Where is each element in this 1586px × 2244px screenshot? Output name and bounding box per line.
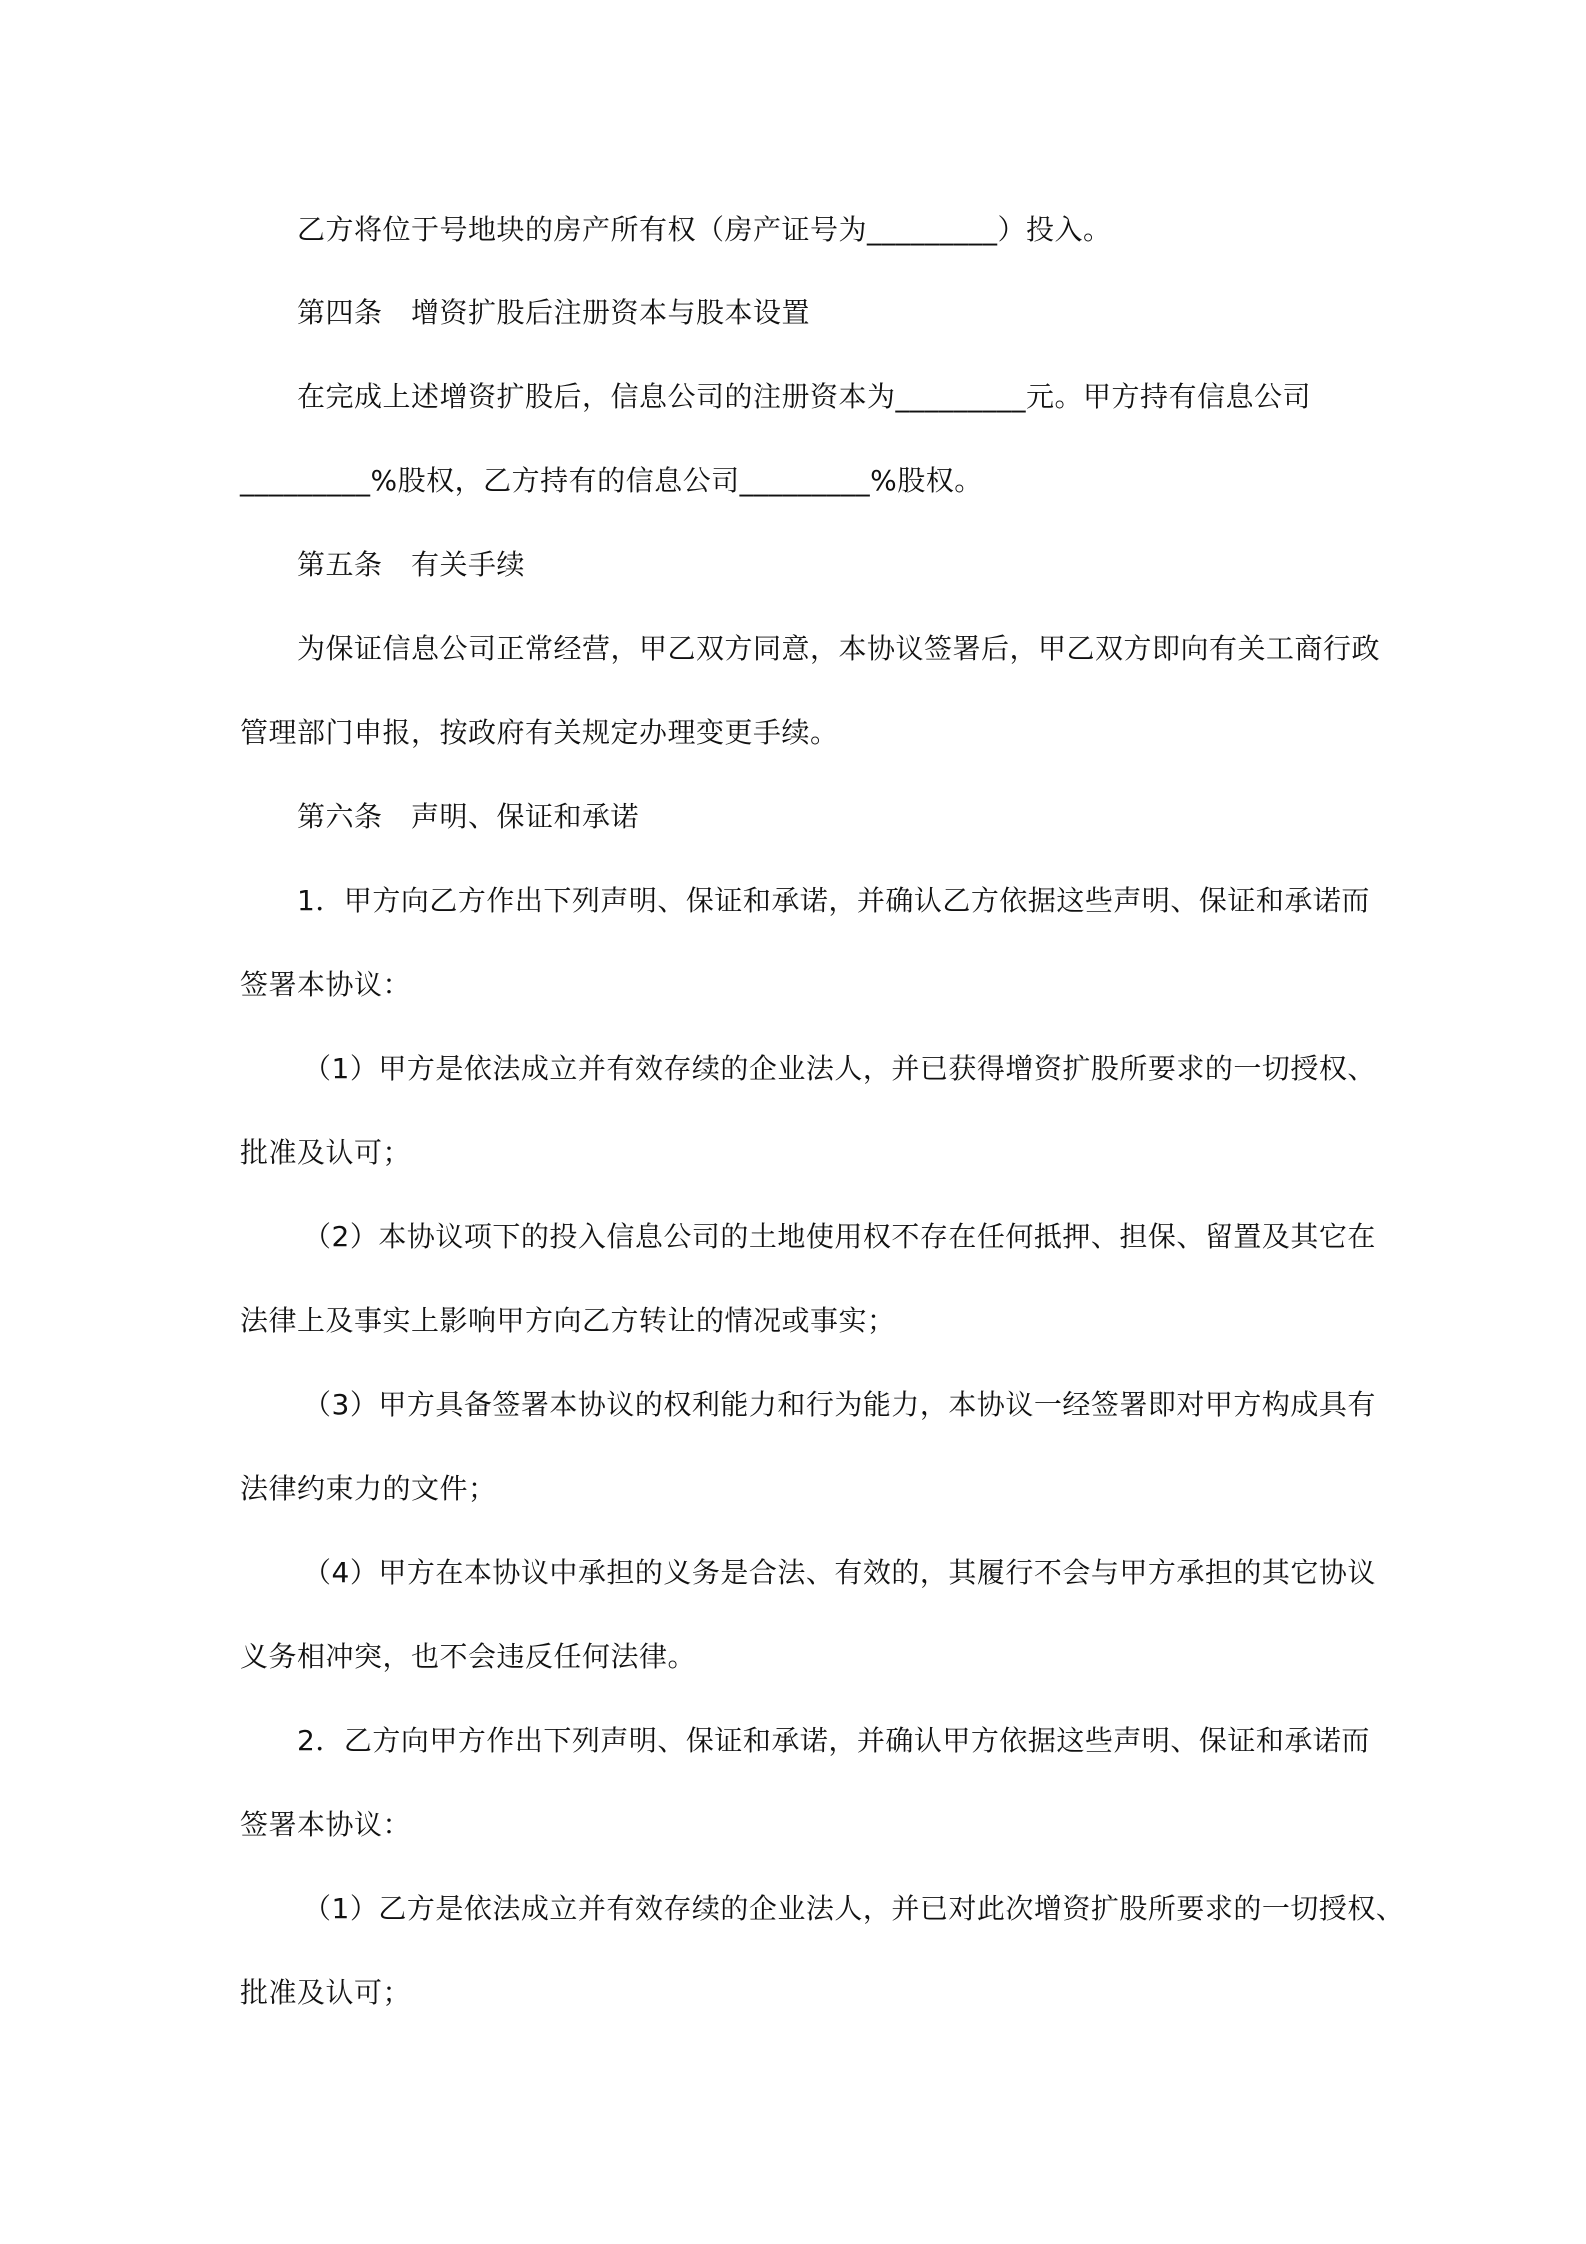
paragraph-line: （1）甲方是依法成立并有效存续的企业法人，并已获得增资扩股所要求的一切授权、 <box>303 1052 1376 1085</box>
paragraph-line: 签署本协议： <box>240 968 412 1001</box>
paragraph-line: 为保证信息公司正常经营，甲乙双方同意，本协议签署后，甲乙双方即向有关工商行政 <box>297 632 1381 665</box>
paragraph-line: 义务相冲突，也不会违反任何法律。 <box>240 1640 697 1673</box>
paragraph-line: 乙方将位于号地块的房产所有权（房产证号为_________）投入。 <box>297 213 1112 246</box>
section-heading: 第五条 有关手续 <box>297 548 526 581</box>
section-heading: 第四条 增资扩股后注册资本与股本设置 <box>297 296 811 329</box>
paragraph-line: （4）甲方在本协议中承担的义务是合法、有效的，其履行不会与甲方承担的其它协议 <box>303 1556 1376 1589</box>
paragraph-line: 1．甲方向乙方作出下列声明、保证和承诺，并确认乙方依据这些声明、保证和承诺而 <box>297 884 1370 917</box>
paragraph-line: 管理部门申报，按政府有关规定办理变更手续。 <box>240 716 839 749</box>
paragraph-line: 2．乙方向甲方作出下列声明、保证和承诺，并确认甲方依据这些声明、保证和承诺而 <box>297 1724 1370 1757</box>
paragraph-line: 法律上及事实上影响甲方向乙方转让的情况或事实； <box>240 1304 896 1337</box>
paragraph-line: 在完成上述增资扩股后，信息公司的注册资本为_________元。甲方持有信息公司 <box>297 380 1312 413</box>
paragraph-line: （3）甲方具备签署本协议的权利能力和行为能力，本协议一经签署即对甲方构成具有 <box>303 1388 1376 1421</box>
paragraph-line: 签署本协议： <box>240 1808 412 1841</box>
paragraph-line: 批准及认可； <box>240 1136 412 1169</box>
paragraph-line: （1）乙方是依法成立并有效存续的企业法人，并已对此次增资扩股所要求的一切授权、 <box>303 1892 1405 1925</box>
paragraph-line: 批准及认可； <box>240 1976 412 2009</box>
paragraph-line: （2）本协议项下的投入信息公司的土地使用权不存在任何抵押、担保、留置及其它在 <box>303 1220 1376 1253</box>
paragraph-line: 法律约束力的文件； <box>240 1472 497 1505</box>
section-heading: 第六条 声明、保证和承诺 <box>297 800 640 833</box>
paragraph-line: _________%股权，乙方持有的信息公司_________%股权。 <box>240 464 983 497</box>
